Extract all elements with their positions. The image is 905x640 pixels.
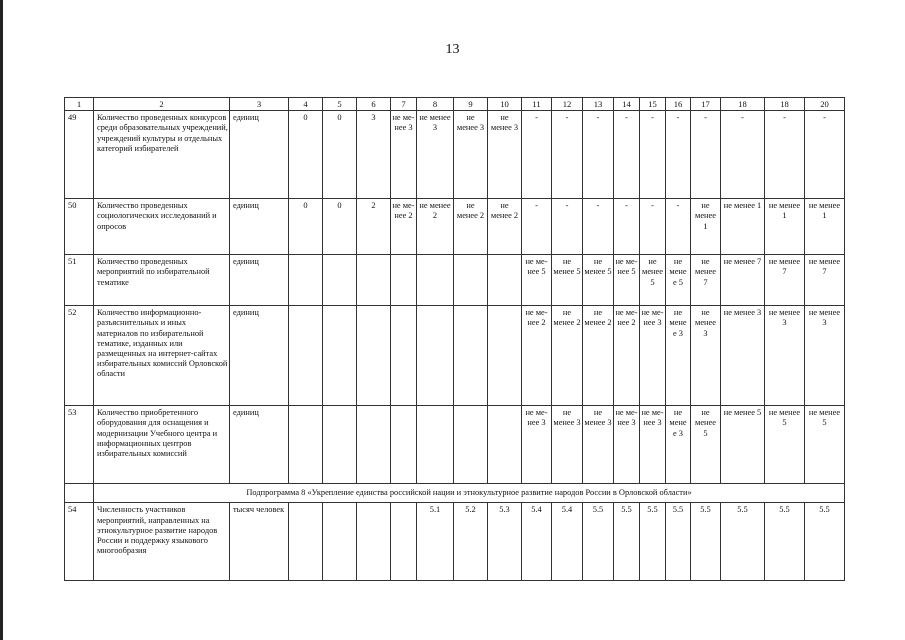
- value-cell: 0: [289, 199, 323, 255]
- value-cell: не менее 7: [721, 255, 765, 306]
- value-cell: не менее 5: [721, 406, 765, 484]
- unit-cell: единиц: [230, 199, 289, 255]
- value-cell: не менее 5: [805, 406, 845, 484]
- value-cell: [488, 306, 522, 406]
- value-cell: не ме-нее 2: [614, 306, 640, 406]
- value-cell: 5.4: [552, 503, 583, 581]
- value-cell: [417, 306, 454, 406]
- unit-cell: единиц: [230, 255, 289, 306]
- value-cell: не менее 3: [583, 406, 614, 484]
- value-cell: не менее 1: [721, 199, 765, 255]
- unit-cell: тысяч человек: [230, 503, 289, 581]
- table-row: [65, 255, 845, 306]
- header-row: [65, 98, 845, 111]
- column-header: 15: [640, 98, 666, 111]
- value-cell: 5.5: [721, 503, 765, 581]
- indicator-name: Количество приобретенного оборудования для оснащения и модернизации Учебного центра и информационных центров избирательных комиссий: [94, 406, 230, 484]
- value-cell: [357, 255, 391, 306]
- value-cell: [391, 255, 417, 306]
- value-cell: не менее 2: [417, 199, 454, 255]
- value-cell: [357, 306, 391, 406]
- value-cell: [323, 306, 357, 406]
- value-cell: -: [666, 111, 691, 199]
- value-cell: [323, 255, 357, 306]
- indicator-name: Количество проведенных мероприятий по избирательной тематике: [94, 255, 230, 306]
- value-cell: [323, 503, 357, 581]
- value-cell: [488, 406, 522, 484]
- column-header: 20: [805, 98, 845, 111]
- value-cell: не менее 3: [765, 306, 805, 406]
- column-header: 7: [391, 98, 417, 111]
- value-cell: 5.5: [640, 503, 666, 581]
- column-header: 2: [94, 98, 230, 111]
- value-cell: 0: [323, 111, 357, 199]
- value-cell: не менее 3: [552, 406, 583, 484]
- column-header: 3: [230, 98, 289, 111]
- value-cell: не менее 5: [583, 255, 614, 306]
- value-cell: -: [721, 111, 765, 199]
- value-cell: не менее 2: [583, 306, 614, 406]
- value-cell: -: [765, 111, 805, 199]
- value-cell: [391, 406, 417, 484]
- value-cell: не менее 7: [805, 255, 845, 306]
- value-cell: [488, 255, 522, 306]
- value-cell: 0: [289, 111, 323, 199]
- row-number: 51: [65, 255, 94, 306]
- value-cell: [417, 406, 454, 484]
- value-cell: [357, 503, 391, 581]
- value-cell: [454, 306, 488, 406]
- value-cell: 3: [357, 111, 391, 199]
- value-cell: -: [552, 199, 583, 255]
- value-cell: не менее 2: [552, 306, 583, 406]
- value-cell: -: [522, 111, 552, 199]
- value-cell: 5.2: [454, 503, 488, 581]
- row-number: 49: [65, 111, 94, 199]
- value-cell: 5.5: [666, 503, 691, 581]
- value-cell: -: [640, 111, 666, 199]
- subprogram-title: Подпрограмма 8 «Укрепление единства российской нации и этнокультурное развитие народов России в Орловской области»: [94, 484, 845, 503]
- unit-cell: единиц: [230, 111, 289, 199]
- value-cell: не менее 2: [454, 199, 488, 255]
- value-cell: не менее 3: [691, 306, 721, 406]
- value-cell: не менее 3: [721, 306, 765, 406]
- value-cell: -: [552, 111, 583, 199]
- value-cell: не менее 2: [488, 199, 522, 255]
- value-cell: -: [522, 199, 552, 255]
- value-cell: -: [805, 111, 845, 199]
- indicator-name: Численность участников мероприятий, направленных на этнокультурное развитие народов России и поддержку языкового многообразия: [94, 503, 230, 581]
- value-cell: не менее 3: [417, 111, 454, 199]
- value-cell: 5.5: [691, 503, 721, 581]
- value-cell: -: [583, 111, 614, 199]
- indicator-name: Количество проведенных конкурсов среди образовательных учреждений, учреждений культуры и отдельных категорий избирателей: [94, 111, 230, 199]
- subprogram-row: [65, 484, 845, 503]
- subprogram-blank: [65, 484, 94, 503]
- column-header: 11: [522, 98, 552, 111]
- value-cell: не ме-нее 5: [522, 255, 552, 306]
- value-cell: не ме-нее 5: [614, 255, 640, 306]
- value-cell: [417, 255, 454, 306]
- column-header: 8: [417, 98, 454, 111]
- column-header: 18: [765, 98, 805, 111]
- value-cell: 5.3: [488, 503, 522, 581]
- value-cell: не менее 7: [765, 255, 805, 306]
- value-cell: не менее 1: [805, 199, 845, 255]
- row-number: 54: [65, 503, 94, 581]
- value-cell: не ме-нее 3: [640, 406, 666, 484]
- value-cell: не менее 3: [805, 306, 845, 406]
- value-cell: 2: [357, 199, 391, 255]
- value-cell: 5.5: [805, 503, 845, 581]
- value-cell: не менее 3: [488, 111, 522, 199]
- value-cell: не ме-нее 2: [391, 199, 417, 255]
- value-cell: 5.4: [522, 503, 552, 581]
- value-cell: не мене е 3: [666, 406, 691, 484]
- value-cell: 0: [323, 199, 357, 255]
- value-cell: [391, 503, 417, 581]
- table-row: [65, 306, 845, 406]
- value-cell: не ме-нее 2: [522, 306, 552, 406]
- value-cell: не менее 7: [691, 255, 721, 306]
- value-cell: -: [614, 199, 640, 255]
- column-header: 14: [614, 98, 640, 111]
- indicator-table: [64, 97, 845, 581]
- table-row: [65, 406, 845, 484]
- value-cell: [391, 306, 417, 406]
- value-cell: -: [614, 111, 640, 199]
- column-header: 13: [583, 98, 614, 111]
- value-cell: -: [583, 199, 614, 255]
- column-header: 17: [691, 98, 721, 111]
- value-cell: не ме-нее 3: [614, 406, 640, 484]
- column-header: 4: [289, 98, 323, 111]
- indicator-name: Количество проведенных социологических исследований и опросов: [94, 199, 230, 255]
- value-cell: [454, 406, 488, 484]
- unit-cell: единиц: [230, 306, 289, 406]
- value-cell: 5.1: [417, 503, 454, 581]
- value-cell: не ме-нее 3: [640, 306, 666, 406]
- indicator-name: Количество информационно-разъяснительных и иных материалов по избирательной тематике, изданных или размещенных на интернет-сайтах избирательных комиссий Орловской области: [94, 306, 230, 406]
- value-cell: не менее 5: [691, 406, 721, 484]
- unit-cell: единиц: [230, 406, 289, 484]
- value-cell: не менее 5: [640, 255, 666, 306]
- value-cell: не менее 3: [454, 111, 488, 199]
- value-cell: [289, 255, 323, 306]
- value-cell: не менее 1: [691, 199, 721, 255]
- column-header: 6: [357, 98, 391, 111]
- row-number: 50: [65, 199, 94, 255]
- table-row: [65, 503, 845, 581]
- value-cell: [357, 406, 391, 484]
- value-cell: не менее 5: [765, 406, 805, 484]
- value-cell: не мене е 3: [666, 306, 691, 406]
- value-cell: не мене е 5: [666, 255, 691, 306]
- value-cell: не менее 1: [765, 199, 805, 255]
- value-cell: 5.5: [765, 503, 805, 581]
- row-number: 53: [65, 406, 94, 484]
- page-number: 13: [445, 42, 460, 57]
- scan-edge: [0, 0, 3, 640]
- value-cell: не ме-нее 3: [391, 111, 417, 199]
- value-cell: не ме-нее 3: [522, 406, 552, 484]
- value-cell: [323, 406, 357, 484]
- column-header: 1: [65, 98, 94, 111]
- value-cell: -: [691, 111, 721, 199]
- column-header: 10: [488, 98, 522, 111]
- value-cell: не менее 5: [552, 255, 583, 306]
- value-cell: [289, 503, 323, 581]
- column-header: 18: [721, 98, 765, 111]
- value-cell: -: [666, 199, 691, 255]
- value-cell: 5.5: [583, 503, 614, 581]
- column-header: 9: [454, 98, 488, 111]
- value-cell: -: [640, 199, 666, 255]
- value-cell: [289, 306, 323, 406]
- row-number: 52: [65, 306, 94, 406]
- table-row: [65, 199, 845, 255]
- column-header: 12: [552, 98, 583, 111]
- table-row: [65, 111, 845, 199]
- column-header: 16: [666, 98, 691, 111]
- value-cell: 5.5: [614, 503, 640, 581]
- value-cell: [454, 255, 488, 306]
- value-cell: [289, 406, 323, 484]
- column-header: 5: [323, 98, 357, 111]
